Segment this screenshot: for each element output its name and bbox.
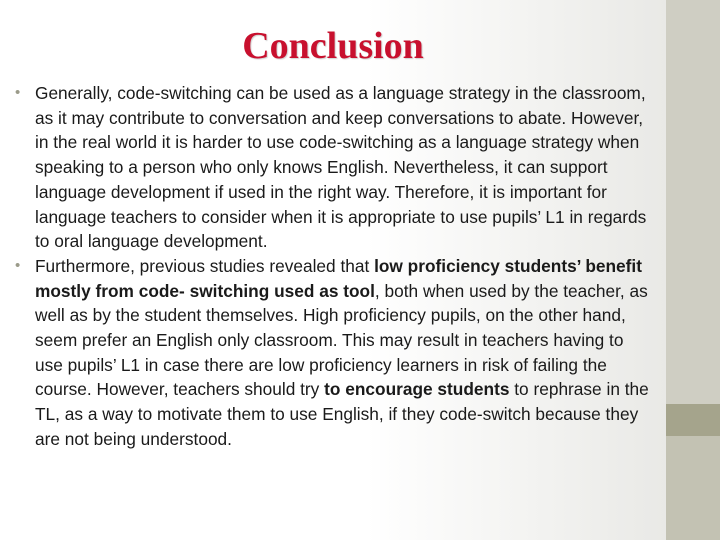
bullet-marker: • <box>15 84 21 101</box>
bullet-item-2 <box>14 254 654 452</box>
bullet-item-1 <box>14 81 654 254</box>
bullet-text-1 <box>35 81 654 254</box>
bullet-2-emphasis-2: to encourage students <box>324 379 510 400</box>
bullet-text-2 <box>35 254 654 452</box>
bullet-list <box>14 81 654 452</box>
bullet-1-segment-1: Generally, code-switching can be used as a language strategy in the classroom, as it may contribute to conversation and keep conversations to abate. However, in the real world it is harder to use code-switching as a language strategy when speaking to a person who only knows English. Nevertheless, it can support language development if used in the right way. Therefore, it is important for language teachers to consider when it is appropriate to use pupils’ L1 in regards to oral language development. <box>35 83 647 252</box>
bullet-2-segment-5: to rephrase in the TL, as a way to motivate them to use English, if they code-switch because they are not being understood. <box>35 379 649 449</box>
bullet-2-emphasis-1: low proficiency students’ benefit mostly from code- switching used as tool <box>35 255 642 301</box>
slide-title: Conclusion <box>242 25 424 67</box>
bullet-2-segment-3: , both when used by the teacher, as well as by the student themselves. High proficiency pupils, on the other hand, seem prefer an English only classroom. This may result in teachers having to use pupils’ L1 in case there are low proficiency learners in risk of failing the course. However, teachers should try <box>35 280 648 400</box>
side-decoration-band <box>666 0 720 540</box>
bullet-marker: • <box>15 256 21 274</box>
bullet-2-segment-1: Furthermore, previous studies revealed that <box>35 255 375 276</box>
side-band-accent <box>666 404 720 436</box>
side-band-lower <box>666 436 720 540</box>
side-band-upper <box>666 0 720 404</box>
